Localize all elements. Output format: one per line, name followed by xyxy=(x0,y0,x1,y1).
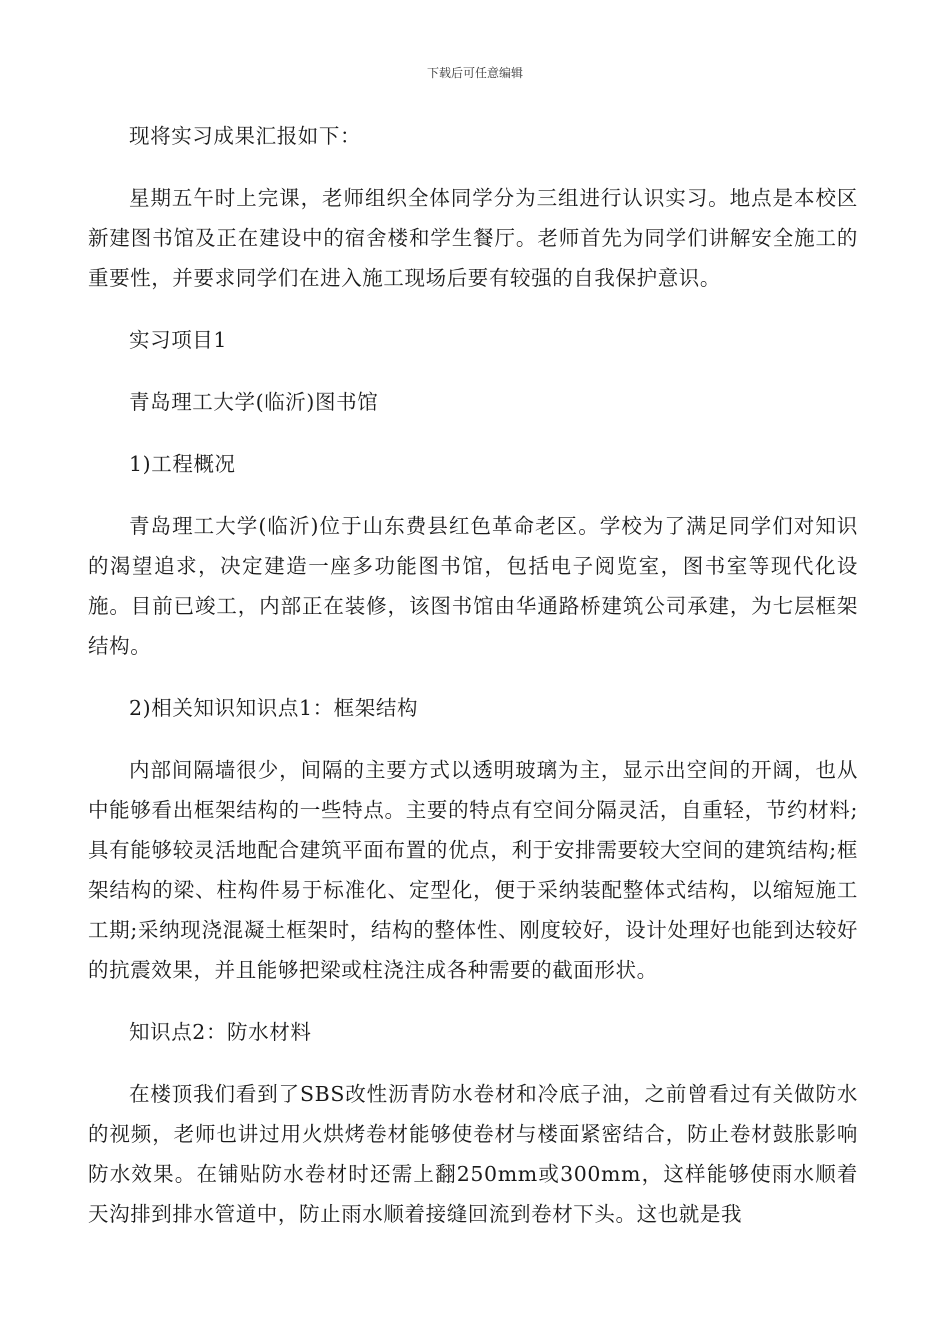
paragraph-library-description: 青岛理工大学(临沂)位于山东费县红色革命老区。学校为了满足同学们对知识的渴望追求，决定建造一座多功能图书馆，包括电子阅览室，图书室等现代化设施。目前已竣工，内部正在装修，该图书馆由华通路桥建筑公司承建，为七层框架结构。 xyxy=(88,514,858,658)
paragraph-intro: 现将实习成果汇报如下： xyxy=(129,124,362,148)
heading-project-1: 实习项目1 xyxy=(129,328,228,352)
heading-library: 青岛理工大学(临沂)图书馆 xyxy=(129,390,379,414)
document-body xyxy=(88,116,858,1256)
heading-project-overview: 1)工程概况 xyxy=(129,452,236,476)
heading-knowledge-point-1: 2)相关知识知识点1：框架结构 xyxy=(129,696,419,720)
page-header-note: 下载后可任意编辑 xyxy=(426,66,523,80)
paragraph-overview: 星期五午时上完课，老师组织全体同学分为三组进行认识实习。地点是本校区新建图书馆及正在建设中的宿舍楼和学生餐厅。老师首先为同学们讲解安全施工的重要性，并要求同学们在进入施工现场后要有较强的自我保护意识。 xyxy=(88,186,858,290)
paragraph-waterproofing: 在楼顶我们看到了SBS改性沥青防水卷材和冷底子油，之前曾看过有关做防水的视频，老师也讲过用火烘烤卷材能够使卷材与楼面紧密结合，防止卷材鼓胀影响防水效果。在铺贴防水卷材时还需上翻250mm或300mm，这样能够使雨水顺着天沟排到排水管道中，防止雨水顺着接缝回流到卷材下头。这也就是我 xyxy=(88,1082,858,1226)
paragraph-frame-structure: 内部间隔墙很少，间隔的主要方式以透明玻璃为主，显示出空间的开阔，也从中能够看出框架结构的一些特点。主要的特点有空间分隔灵活，自重轻，节约材料;具有能够较灵活地配合建筑平面布置的优点，利于安排需要较大空间的建筑结构;框架结构的梁、柱构件易于标准化、定型化，便于采纳装配整体式结构，以缩短施工工期;采纳现浇混凝土框架时，结构的整体性、刚度较好，设计处理好也能到达较好的抗震效果，并且能够把梁或柱浇注成各种需要的截面形状。 xyxy=(88,758,858,982)
heading-knowledge-point-2: 知识点2：防水材料 xyxy=(129,1020,312,1044)
